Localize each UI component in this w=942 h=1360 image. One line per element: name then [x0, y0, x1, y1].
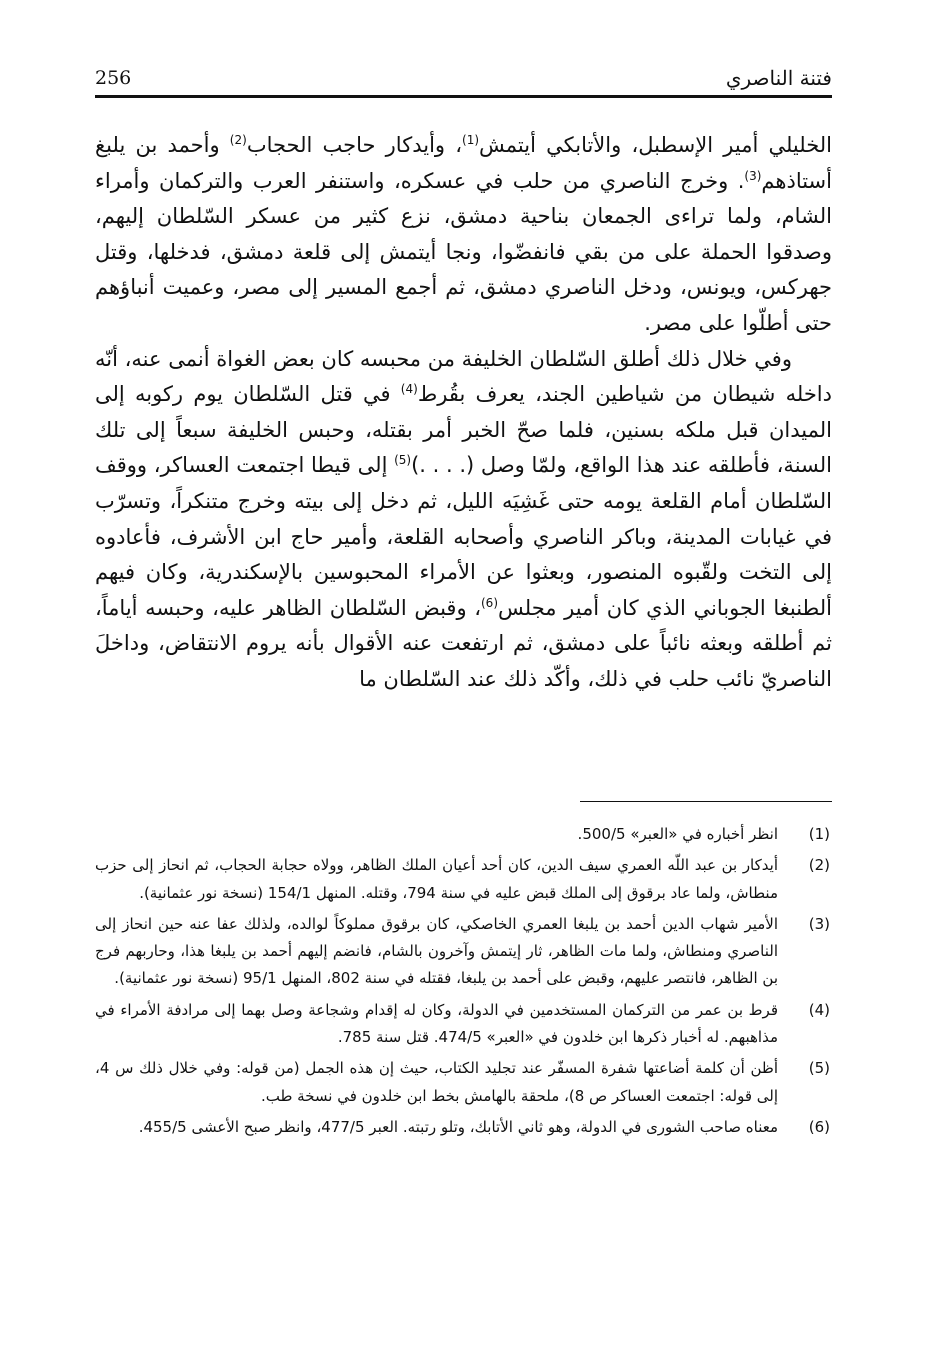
footnote-ref: (5) — [394, 453, 412, 468]
footnote-item — [95, 911, 832, 993]
footnote-rule — [580, 801, 832, 802]
footnote-ref: (6) — [480, 595, 498, 610]
footnote-item — [95, 1055, 832, 1110]
text-run: وفي خلال ذلك أطلق السّلطان الخليفة من محبسه كان بعض الغواة أنمى عنه، أنّه داخله شيطان من شياطين الجند، يعرف بقُرط — [95, 346, 832, 407]
footnote-number: (2) — [808, 856, 830, 875]
paragraph — [95, 342, 832, 698]
text-run: الخليلي أمير الإسطبل، والأتابكي أيتمش — [479, 133, 832, 157]
page-header — [95, 52, 832, 92]
text-run: في قتل السّلطان يوم ركوبه إلى الميدان قبل ملكه بسنين، فلما صحّ الخبر أمر بقتله، وحبس الخليفة سبعاً إلى تلك السنة، فأطلقه عند هذا الواقع، ولمّا وصل (. . . .) — [95, 382, 832, 478]
footnote-ref: (4) — [400, 382, 418, 397]
text-run: ، وأيدكار حاجب الحجاب — [246, 133, 462, 157]
footnote-item — [95, 852, 832, 907]
footnotes — [95, 821, 832, 1145]
footnote-text: انظر أخباره في «العبر» 500/5. — [577, 825, 778, 843]
main-text — [95, 128, 832, 698]
footnote-ref: (1) — [462, 133, 480, 147]
footnote-item — [95, 997, 832, 1052]
header-rule — [95, 95, 832, 98]
footnote-number: (5) — [808, 1059, 830, 1078]
footnote-ref: (3) — [744, 168, 762, 183]
text-run: . وخرج الناصري من حلب في عسكره، واستنفر العرب والتركمان وأمراء الشام، ولما تراءى الجمعان بناحية دمشق، نزع كثير من عسكر السّلطان إليهم، وصدقوا الحملة على من بقي فانفضّوا، ونجا أيتمش إلى قلعة دمشق، فدخلها، وقتل جهركس، ويونس، ودخل الناصري دمشق، ثم أجمع المسير إلى مصر، وعميت أنباؤهم حتى أطلّوا على مصر. — [95, 168, 832, 335]
footnote-item — [95, 821, 832, 848]
text-run: ، وقبض السّلطان الظاهر عليه، وحبسه أياماً، ثم أطلقه وبعثه نائباً على دمشق، ثم ارتفعت عنه الأقوال بأنه يروم الانتقاض، وداخلَ الناصريّ نائب حلب في ذلك، وأكّد ذلك عند السّلطان ما — [95, 595, 832, 691]
footnote-item — [95, 1114, 832, 1141]
footnote-number: (6) — [808, 1117, 830, 1136]
footnote-number: (4) — [808, 1000, 830, 1019]
footnote-text: معناه صاحب الشورى في الدولة، وهو ثاني الأتابك، وتلو رتبته. العبر 477/5، وانظر صبح الأعشى 455/5. — [138, 1117, 778, 1136]
footnote-text: أظن أن كلمة أضاعتها شفرة المسفّر عند تجليد الكتاب، حيث إن هذه الجمل (من قوله: وفي خلال ذلك س 4، إلى قوله: اجتمعت العساكر ص 8)، ملحقة بالهامش بخط ابن خلدون في نسخة طب. — [95, 1059, 778, 1105]
footnote-text: الأمير شهاب الدين أحمد بن يلبغا العمري الخاصكي، كان برقوق مملوكاً لوالده، ولذلك عفا عنه حين انحاز إلى الناصري ومنطاش، ولما مات الظاهر، ثار إيتمش وآخرون بالشام، فانضم إليهم أحمد بن يلبغا هذا، وحاربهم فرج بن الظاهر، فانتصر عليهم، وقبض على أحمد بن يلبغا، فقتله في سنة 802، المنهل 95/1 (نسخة نور عثمانية). — [95, 914, 778, 988]
paragraph — [95, 128, 832, 342]
text-run: وأحمد بن يلبغ أستاذهم — [95, 133, 832, 193]
footnote-text: قرط بن عمر من التركمان المستخدمين في الدولة، وكان له إقدام وشجاعة وصل بهما إلى مرادفة الأمراء في مذاهبهم. له أخبار ذكرها ابن خلدون في «العبر» 474/5. قتل سنة 785. — [95, 1000, 778, 1047]
footnote-ref: (2) — [229, 133, 247, 147]
footnote-number: (3) — [808, 914, 830, 933]
text-run: إلى قيطا اجتمعت العساكر، ووقف السّلطان أمام القلعة يومه حتى غَشِيَه الليل، ثم دخل إلى بيته وخرج متنكراً، وتسرّب في غيابات المدينة، وباكر الناصري وأصحابه القلعة، وأمير حاج ابن الأشرف، فأعادوه إلى التخت ولقّبوه المنصور، وبعثوا عن الأمراء المحبوسين بالإسكندرية، وكان فيهم ألطنبغا الجوباني الذي كان أمير مجلس — [95, 453, 832, 620]
footnote-number: (1) — [808, 825, 830, 843]
page-number: 256 — [95, 67, 132, 89]
running-head: فتنة الناصري — [725, 66, 832, 90]
footnote-text: أيدكار بن عبد اللّه العمري سيف الدين، كان أحد أعيان الملك الظاهر، وولاه حجابة الحجاب، ثم انحاز إلى حزب منطاش، ولما عاد برقوق إلى الملك قبض عليه في سنة 794، وقتله. المنهل 154/1 (نسخة نور عثمانية). — [95, 856, 778, 902]
